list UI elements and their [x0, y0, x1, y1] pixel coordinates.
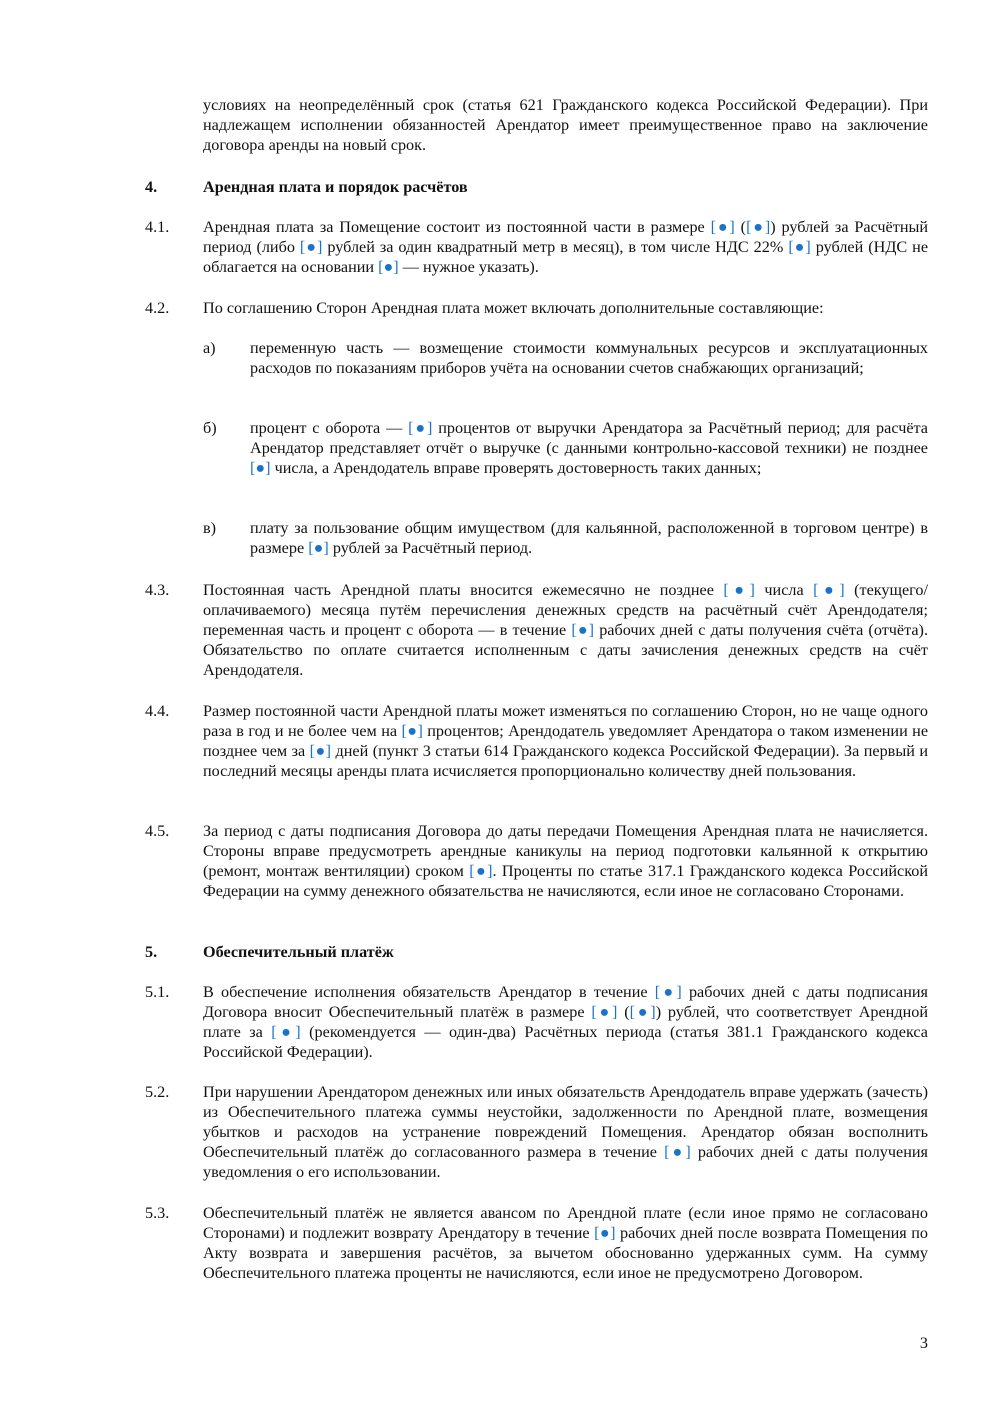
placeholder-field: [●] [571, 621, 595, 639]
paragraph-text: условиях на неопределённый срок (статья 621 Гражданского кодекса Российской Федерации). При надлежащем исполнении обязанностей Арендатор имеет преимущественное право на заключение договора аренды на новый срок. [203, 96, 928, 154]
text-run: Арендная плата за Помещение состоит из постоянной части в размере [203, 218, 711, 236]
text-run: процентов от выручки Арендатора за Расчётный период; для расчёта Арендатор представляет отчёт о выручке (с данными контрольно-кассовой техники) не позднее [250, 419, 928, 457]
clause-4-5 [145, 821, 928, 901]
section-5-heading [145, 942, 928, 962]
clause-4-3 [145, 580, 928, 680]
clause-text [203, 821, 928, 901]
text-run: рублей за Расчётный период. [328, 539, 533, 557]
placeholder-field: [●] [401, 722, 423, 740]
text-run: — нужное указать). [398, 258, 539, 276]
placeholder-field: [●] [654, 983, 682, 1001]
subclause-letter: а) [203, 339, 216, 357]
clause-text [203, 1082, 928, 1182]
text-run: числа, а Арендодатель вправе проверять достоверность таких данных; [270, 459, 762, 477]
clause-number: 5.3. [145, 1204, 170, 1222]
clause-5-2 [145, 1082, 928, 1182]
placeholder-field: [●] [309, 742, 332, 760]
text-run: При нарушении Арендатором денежных или иных обязательств Арендодатель вправе удержать (зачесть) из Обеспечительного платежа суммы неустойки, задолженности по Арендной плате, возмещения убытков и расходов на устранение повреждений Помещения. Арендатор обязан восполнить Обеспечительный платёж до согласованного размера в течение [203, 1083, 928, 1161]
clause-4-1 [145, 217, 928, 277]
clause-number: 4.2. [145, 299, 170, 317]
clause-4-2 [145, 298, 928, 318]
text-run: Обеспечительный платёж не является авансом по Арендной плате (если иное прямо не согласовано Сторонами) и подлежит возврату Арендатору в течение [203, 1204, 928, 1242]
subclause-letter: в) [203, 519, 217, 537]
subclause-text [250, 418, 928, 478]
text-run: ( [734, 218, 747, 236]
section-4-heading [145, 177, 928, 197]
clause-number: 4.1. [145, 218, 170, 236]
clause-number: 4.3. [145, 581, 170, 599]
section-title: Арендная плата и порядок расчётов [203, 178, 468, 196]
clause-text [203, 580, 928, 680]
subclause-b [203, 418, 928, 478]
text-run: Постоянная часть Арендной платы вносится ежемесячно не позднее [203, 581, 724, 599]
page-number: 3 [919, 1334, 928, 1352]
text-run: ) рублей за Расчётный период (либо [203, 218, 929, 256]
text-run: ) рублей, что соответствует Арендной плате за [203, 1003, 928, 1041]
placeholder-field: [●] [308, 539, 329, 557]
clause-text [203, 1203, 928, 1283]
text-run: (текущего/оплачиваемого) месяца путём перечисления денежных средств на расчётный счёт Арендодателя; переменная часть и процент с оборота — в течение [203, 581, 929, 639]
text-run: рабочих дней с даты получения счёта (отчёта). Обязательство по оплате считается исполненным с даты зачисления денежных средств на счёт Арендодателя. [203, 621, 928, 679]
placeholder-field: [●] [710, 218, 735, 236]
subclause-a [203, 338, 928, 378]
text-run: процент с оборота — [250, 419, 409, 437]
intro-paragraph [145, 95, 928, 155]
clause-5-3 [145, 1203, 928, 1283]
text-run: ( [617, 1003, 630, 1021]
section-number: 4. [145, 178, 158, 196]
placeholder-field: [●] [664, 1143, 691, 1161]
clause-number: 4.4. [145, 702, 170, 720]
subclause-letter: б) [203, 419, 217, 437]
placeholder-field: [●] [813, 581, 845, 599]
clause-4-4 [145, 701, 928, 781]
section-title: Обеспечительный платёж [203, 943, 394, 961]
placeholder-field: [●] [746, 218, 771, 236]
placeholder-field: [●] [271, 1023, 301, 1041]
clause-text [203, 701, 928, 781]
placeholder-field: [●] [629, 1003, 656, 1021]
subclause-c [203, 518, 928, 558]
text-run: В обеспечение исполнения обязательств Арендатор в течение [203, 983, 655, 1001]
placeholder-field: [●] [250, 459, 271, 477]
text-run: рабочих дней с даты подписания Договора вносит Обеспечительный платёж в размере [203, 983, 928, 1021]
text-run: рублей за один квадратный метр в месяц), в том числе НДС 22% [322, 238, 789, 256]
placeholder-field: [●] [723, 581, 755, 599]
text-run: Размер постоянной части Арендной платы может изменяться по соглашению Сторон, но не чаще одного раза в год и не более чем на [203, 702, 928, 740]
clause-text: По соглашению Сторон Арендная плата может включать дополнительные составляющие: [203, 299, 824, 317]
text-run: рабочих дней после возврата Помещения по Акту возврата и завершения расчётов, за вычетом обоснованно удержанных сумм. На сумму Обеспечительного платежа проценты не начисляются, если иное не предусмотрено Договором. [203, 1224, 928, 1282]
clause-number: 4.5. [145, 822, 170, 840]
text-run: . Проценты по статье 317.1 Гражданского кодекса Российской Федерации на сумму денежного обязательства не начисляются, если иное не согласовано Сторонами. [203, 862, 928, 900]
subclause-text [250, 518, 928, 558]
subclause-text: переменную часть — возмещение стоимости коммунальных ресурсов и эксплуатационных расходов по показаниям приборов учёта на основании счетов снабжающих организаций; [250, 339, 928, 377]
placeholder-field: [●] [469, 862, 493, 880]
placeholder-field: [●] [299, 238, 323, 256]
text-run: рублей (НДС не облагается на основании [203, 238, 929, 276]
clause-number: 5.1. [145, 983, 170, 1001]
placeholder-field: [●] [378, 258, 399, 276]
text-run: За период с даты подписания Договора до даты передачи Помещения Арендная плата не начисляется. Стороны вправе предусмотреть арендные каникулы на период подготовки кальянной к открытию (ремонт, монтаж вентиляции) сроком [203, 822, 928, 880]
text-run: (рекомендуется — один-два) Расчётных периода (статья 381.1 Гражданского кодекса Российской Федерации). [203, 1023, 928, 1061]
text-run: плату за пользование общим имуществом (для кальянной, расположенной в торговом центре) в размере [250, 519, 928, 557]
placeholder-field: [●] [591, 1003, 618, 1021]
placeholder-field: [●] [408, 419, 433, 437]
clause-text [203, 982, 928, 1062]
text-run: процентов; Арендодатель уведомляет Арендатора о таком изменении не позднее чем за [203, 722, 929, 760]
section-number: 5. [145, 943, 158, 961]
clause-number: 5.2. [145, 1083, 170, 1101]
text-run: дней (пункт 3 статьи 614 Гражданского кодекса Российской Федерации). За первый и последний месяцы аренды плата исчисляется пропорционально количеству дней пользования. [203, 742, 928, 780]
placeholder-field: [●] [788, 238, 811, 256]
placeholder-field: [●] [594, 1224, 616, 1242]
text-run: рабочих дней с даты получения уведомления о его использовании. [203, 1143, 928, 1181]
clause-text [203, 217, 928, 277]
clause-5-1 [145, 982, 928, 1062]
text-run: числа [754, 581, 814, 599]
